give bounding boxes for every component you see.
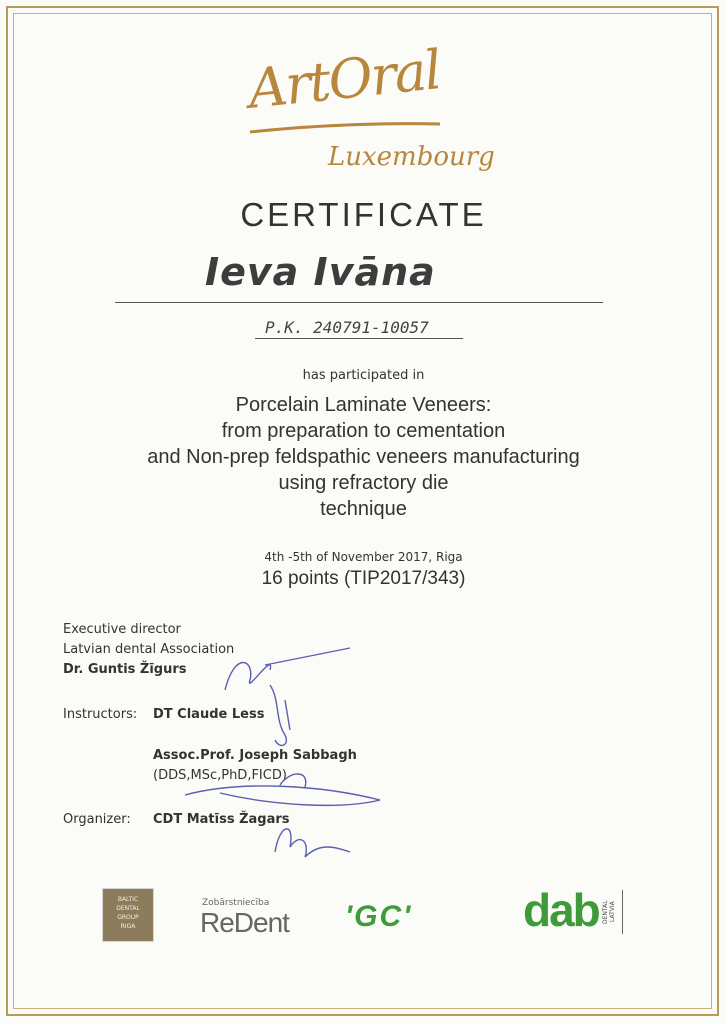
course-date: 4th -5th of November 2017, Riga xyxy=(264,550,463,564)
recipient-name: Ieva Ivāna xyxy=(205,250,436,294)
course-line: technique xyxy=(320,498,407,520)
exec-name: Dr. Guntis Žīgurs xyxy=(63,662,187,677)
code-underline xyxy=(255,338,463,339)
course-points: 16 points (TIP2017/343) xyxy=(261,568,466,589)
organizer-label: Organizer: xyxy=(63,812,131,827)
name-underline xyxy=(115,302,603,303)
exec-role-line2: Latvian dental Association xyxy=(63,642,235,657)
logo-swash xyxy=(245,118,445,138)
baltic-dental-group-logo xyxy=(102,888,154,942)
course-line: and Non-prep feldspathic veneers manufacturing xyxy=(147,446,580,468)
baltic-line: RIGA xyxy=(120,923,136,930)
redent-subtitle: Zobārstniecība xyxy=(202,898,270,908)
instructor-2: Assoc.Prof. Joseph Sabbagh xyxy=(153,748,357,763)
artoral-logo: ArtOral xyxy=(245,38,443,121)
logo-city: Luxembourg xyxy=(328,142,495,172)
course-line: from preparation to cementation xyxy=(221,420,506,442)
redent-logo: ReDent xyxy=(200,907,289,938)
course-line: using refractory die xyxy=(278,472,449,494)
baltic-line: GROUP xyxy=(117,914,139,921)
gc-logo: 'GC' xyxy=(345,900,413,933)
dab-side-label: DENTAL LATVIA xyxy=(602,890,623,934)
course-line: Porcelain Laminate Veneers: xyxy=(235,394,492,416)
signature-instructor2 xyxy=(180,765,390,815)
baltic-line: BALTIC xyxy=(117,896,139,903)
instructors-label: Instructors: xyxy=(63,707,138,722)
organizer-name: CDT Matīss Žagars xyxy=(153,812,290,827)
signature-instructor1 xyxy=(255,680,315,760)
intro-text: has participated in xyxy=(302,368,425,383)
personal-code: P.K. 240791-10057 xyxy=(265,318,429,337)
exec-role-line1: Executive director xyxy=(63,622,181,637)
instructor-2-titles: (DDS,MSc,PhD,FICD) xyxy=(153,768,287,783)
signature-organizer xyxy=(265,812,365,867)
certificate-title: CERTIFICATE xyxy=(240,196,487,233)
course-title xyxy=(0,392,727,522)
baltic-line: DENTAL xyxy=(116,905,140,912)
dab-logo: dab xyxy=(523,884,599,936)
instructor-1: DT Claude Less xyxy=(153,707,265,722)
